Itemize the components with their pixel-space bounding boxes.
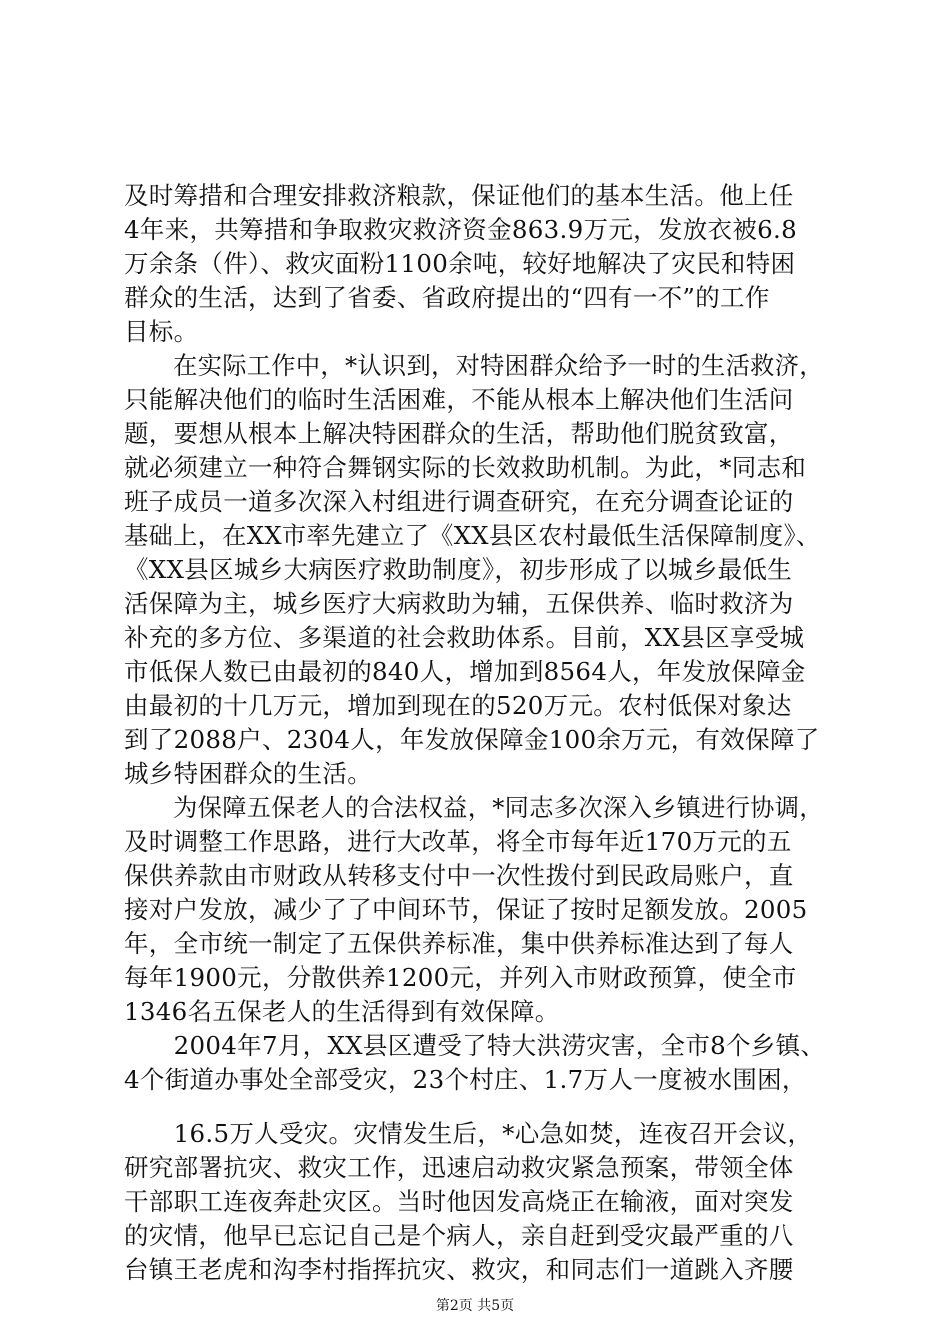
text-line: 补充的多方位、多渠道的社会救助体系。目前，XX县区享受城	[124, 623, 805, 652]
text-line: 在实际工作中，*认识到，对特困群众给予一时的生活救济，	[124, 351, 824, 380]
text-line: 题，要想从根本上解决特困群众的生活，帮助他们脱贫致富，	[124, 419, 794, 448]
text-line: 保供养款由市财政从转移支付中一次性拨付到民政局账户，直	[124, 861, 794, 890]
text-line: 市低保人数已由最初的840人，增加到8564人，年发放保障金	[124, 657, 806, 686]
page-number-footer: 第2页 共5页	[435, 1298, 515, 1314]
text-line: 万余条（件）、救灾面粉1100余吨，较好地解决了灾民和特困	[124, 249, 796, 278]
text-line: 目标。	[124, 317, 199, 346]
text-line: 到了2088户、2304人，年发放保障金100余万元，有效保障了	[124, 725, 820, 754]
text-line: 2004年7月，XX县区遭受了特大洪涝灾害，全市8个乡镇、	[124, 1031, 826, 1060]
text-line: 及时筹措和合理安排救济粮款，保证他们的基本生活。他上任	[124, 181, 794, 210]
text-line: 干部职工连夜奔赴灾区。当时他因发高烧正在输液，面对突发	[124, 1187, 794, 1216]
text-line: 研究部署抗灾、救灾工作，迅速启动救灾紧急预案，带领全体	[124, 1153, 794, 1182]
text-line: 4个街道办事处全部受灾，23个村庄、1.7万人一度被水围困，	[124, 1065, 807, 1094]
text-line: 台镇王老虎和沟李村指挥抗灾、救灾，和同志们一道跳入齐腰	[124, 1255, 794, 1284]
text-line: 基础上，在XX市率先建立了《XX县区农村最低生活保障制度》、	[124, 521, 821, 550]
text-line: 年，全市统一制定了五保供养标准，集中供养标准达到了每人	[124, 929, 794, 958]
text-line: 接对户发放，减少了了中间环节，保证了按时足额发放。2005	[124, 895, 808, 924]
text-line: 每年1900元，分散供养1200元，并列入市财政预算，使全市	[124, 963, 797, 992]
text-line: 只能解决他们的临时生活困难，不能从根本上解决他们生活问	[124, 385, 794, 414]
text-line: 1346名五保老人的生活得到有效保障。	[124, 997, 560, 1026]
text-line: 班子成员一道多次深入村组进行调查研究，在充分调查论证的	[124, 487, 794, 516]
text-line: 活保障为主，城乡医疗大病救助为辅，五保供养、临时救济为	[124, 589, 794, 618]
text-line: 城乡特困群众的生活。	[124, 759, 372, 788]
text-line: 群众的生活，达到了省委、省政府提出的“四有一不”的工作	[124, 283, 770, 312]
text-line: 16.5万人受灾。灾情发生后，*心急如焚，连夜召开会议，	[124, 1119, 813, 1148]
text-line: 及时调整工作思路，进行大改革，将全市每年近170万元的五	[124, 827, 792, 856]
text-line: 4年来，共筹措和争取救灾救济资金863.9万元，发放衣被6.8	[124, 215, 797, 244]
text-line: 《XX县区城乡大病医疗救助制度》，初步形成了以城乡最低生	[124, 555, 793, 584]
text-line: 就必须建立一种符合舞钢实际的长效救助机制。为此，*同志和	[124, 453, 807, 482]
text-line: 由最初的十几万元，增加到现在的520万元。农村低保对象达	[124, 691, 792, 720]
text-line: 的灾情，他早已忘记自己是个病人，亲自赶到受灾最严重的八	[124, 1221, 794, 1250]
text-line: 为保障五保老人的合法权益，*同志多次深入乡镇进行协调，	[124, 793, 824, 822]
